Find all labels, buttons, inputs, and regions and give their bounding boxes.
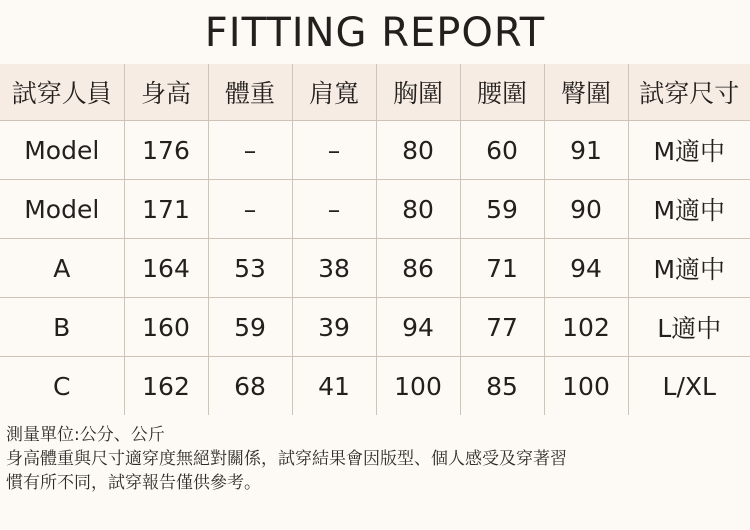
table-row (0, 121, 750, 180)
cell-fitting-size: M適中 (628, 180, 750, 239)
cell-waist: 60 (460, 121, 544, 180)
fitting-report-table (0, 64, 750, 415)
cell-hip: 94 (544, 239, 628, 298)
table-row (0, 239, 750, 298)
cell-tester: Model (0, 180, 124, 239)
cell-shoulder: – (292, 121, 376, 180)
cell-chest: 100 (376, 357, 460, 416)
column-header-hip: 臀圍 (544, 64, 628, 121)
cell-weight: 59 (208, 298, 292, 357)
cell-fitting-size: M適中 (628, 121, 750, 180)
cell-tester: C (0, 357, 124, 416)
cell-height: 171 (124, 180, 208, 239)
table-row (0, 357, 750, 416)
cell-shoulder: – (292, 180, 376, 239)
cell-chest: 86 (376, 239, 460, 298)
cell-chest: 80 (376, 121, 460, 180)
cell-weight: 68 (208, 357, 292, 416)
footnote-disclaimer-line1: 身高體重與尺寸適穿度無絕對關係，試穿結果會因版型、個人感受及穿著習 (6, 449, 567, 470)
cell-shoulder: 39 (292, 298, 376, 357)
cell-chest: 94 (376, 298, 460, 357)
cell-waist: 77 (460, 298, 544, 357)
column-header-tester: 試穿人員 (0, 64, 124, 121)
cell-weight: – (208, 121, 292, 180)
column-header-waist: 腰圍 (460, 64, 544, 121)
cell-fitting-size: L適中 (628, 298, 750, 357)
cell-hip: 90 (544, 180, 628, 239)
footnote-measure-unit: 測量單位:公分、公斤 (6, 425, 165, 445)
cell-tester: Model (0, 121, 124, 180)
table-row (0, 180, 750, 239)
cell-hip: 100 (544, 357, 628, 416)
cell-tester: A (0, 239, 124, 298)
cell-height: 176 (124, 121, 208, 180)
table-header-row (0, 64, 750, 121)
table-row (0, 298, 750, 357)
table-body (0, 121, 750, 416)
cell-waist: 59 (460, 180, 544, 239)
cell-hip: 102 (544, 298, 628, 357)
cell-height: 164 (124, 239, 208, 298)
page-title: FITTING REPORT (204, 10, 546, 56)
cell-height: 160 (124, 298, 208, 357)
cell-fitting-size: M適中 (628, 239, 750, 298)
cell-height: 162 (124, 357, 208, 416)
cell-waist: 71 (460, 239, 544, 298)
cell-waist: 85 (460, 357, 544, 416)
column-header-fitting-size: 試穿尺寸 (639, 79, 740, 108)
column-header-height: 身高 (124, 64, 208, 121)
cell-fitting-size: L/XL (628, 357, 750, 416)
cell-shoulder: 41 (292, 357, 376, 416)
footnotes (0, 415, 750, 495)
column-header-weight: 體重 (208, 64, 292, 121)
cell-weight: – (208, 180, 292, 239)
column-header-shoulder: 肩寬 (292, 64, 376, 121)
cell-shoulder: 38 (292, 239, 376, 298)
cell-chest: 80 (376, 180, 460, 239)
cell-tester: B (0, 298, 124, 357)
cell-weight: 53 (208, 239, 292, 298)
footnote-disclaimer-line2: 慣有所不同，試穿報告僅供參考。 (6, 473, 261, 494)
cell-hip: 91 (544, 121, 628, 180)
table-header (0, 64, 750, 121)
column-header-chest: 胸圍 (376, 64, 460, 121)
